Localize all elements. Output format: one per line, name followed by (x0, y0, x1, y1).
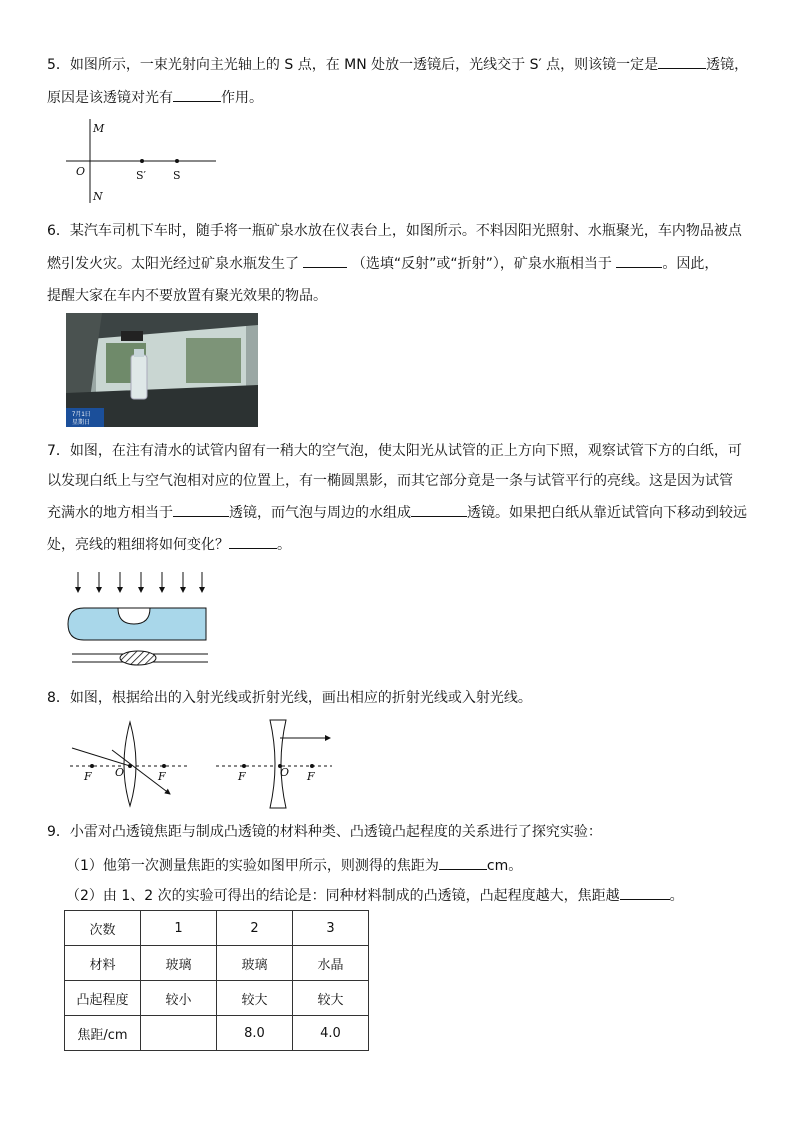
focus-left-point (242, 764, 246, 768)
q7-line4 (47, 534, 291, 555)
sunlight-arrows (78, 572, 202, 592)
q7-text-a: 充满水的地方相当于 (47, 505, 173, 521)
q9-sub1 (66, 855, 522, 876)
q7-line2: 以发现白纸上与空气泡相对应的位置上，有一椭圆黑影，而其它部分竟是一条与试管平行的亮线。这是因为试管 (47, 473, 733, 489)
photo-caption-date: 7月1日 (72, 412, 91, 418)
q5-blank-2[interactable] (173, 87, 221, 102)
table-cell: 焦距/cm (65, 1016, 141, 1051)
label-m: M (93, 122, 105, 135)
q8-line1: 8．如图，根据给出的入射光线或折射光线，画出相应的折射光线或入射光线。 (47, 690, 532, 706)
label-f-left: F (84, 770, 92, 783)
table-cell: 材料 (65, 946, 141, 981)
q6-text-b: （选填“反射”或“折射”），矿泉水瓶相当于 (351, 256, 612, 272)
table-cell: 凸起程度 (65, 981, 141, 1016)
q5-text-d: 作用。 (221, 90, 263, 106)
focus-right-point (162, 764, 166, 768)
q6-line2 (47, 253, 718, 274)
q9-blank-1[interactable] (439, 855, 487, 870)
q7-blank-1[interactable] (173, 502, 229, 517)
table-cell: 2 (217, 911, 293, 946)
q9-sub2 (66, 885, 684, 906)
q7-text-b: 透镜，而气泡与周边的水组成 (229, 505, 411, 521)
table-cell: 3 (293, 911, 369, 946)
q7-line1: 7．如图，在注有清水的试管内留有一稍大的空气泡，使太阳光从试管的正上方向下照，观察试管下方的白纸，可 (47, 443, 742, 459)
table-row (65, 981, 369, 1016)
table-cell-blank[interactable] (141, 1016, 217, 1051)
label-n: N (93, 190, 103, 203)
table-row (65, 911, 369, 946)
point-s-prime (140, 159, 144, 163)
q8-concave-figure (210, 718, 340, 810)
table-cell: 玻璃 (217, 946, 293, 981)
table-cell: 玻璃 (141, 946, 217, 981)
focus-left-point (90, 764, 94, 768)
q8-convex-figure (60, 718, 190, 810)
table-cell: 较大 (293, 981, 369, 1016)
label-o: O (76, 165, 86, 178)
q5-text-c: 原因是该透镜对光有 (47, 90, 173, 106)
q6-line1: 6．某汽车司机下车时，随手将一瓶矿泉水放在仪表台上，如图所示。不料因阳光照射、水瓶聚光，车内物品被点 (47, 223, 742, 239)
focus-right-point (310, 764, 314, 768)
q7-blank-3[interactable] (229, 534, 277, 549)
table-cell: 4.0 (293, 1016, 369, 1051)
label-f-left: F (238, 770, 246, 783)
q9-sub1-text: （1）他第一次测量焦距的实验如图甲所示，则测得的焦距为 (66, 858, 439, 874)
table-cell: 1 (141, 911, 217, 946)
results-table (64, 910, 369, 1051)
table-cell: 水晶 (293, 946, 369, 981)
q5-text-a: 5．如图所示，一束光射向主光轴上的 S 点，在 MN 处放一透镜后，光线交于 S′ 点，则该镜一定是 (47, 57, 659, 73)
q5-figure (60, 115, 230, 207)
label-f-right: F (307, 770, 315, 783)
table-row (65, 946, 369, 981)
center-point (128, 764, 132, 768)
q5-line2 (47, 87, 263, 108)
table-cell: 较小 (141, 981, 217, 1016)
label-o: O (280, 766, 290, 779)
q7-text-e: 。 (277, 537, 291, 553)
q9-sub1-unit: cm。 (486, 858, 523, 874)
q9-sub2-end: 。 (669, 888, 684, 904)
q5-text-b: 透镜， (706, 57, 749, 73)
q6-blank-2[interactable] (616, 253, 662, 268)
table-cell: 较大 (217, 981, 293, 1016)
q6-blank-1[interactable] (303, 253, 347, 268)
shadow-hatch (120, 651, 156, 665)
q6-line3: 提醒大家在车内不要放置有聚光效果的物品。 (47, 288, 327, 304)
label-f-right: F (158, 770, 166, 783)
concave-lens (270, 720, 286, 808)
car-dashboard-photo (66, 313, 258, 427)
photo-illustration (66, 313, 258, 427)
q6-text-a: 燃引发火灾。太阳光经过矿泉水瓶发生了 (47, 256, 299, 272)
table-row (65, 1016, 369, 1051)
q9-blank-2[interactable] (620, 885, 670, 900)
table-cell: 8.0 (217, 1016, 293, 1051)
q7-text-c: 透镜。如果把白纸从靠近试管向下移动到较远 (467, 505, 747, 521)
label-o: O (115, 766, 125, 779)
label-s-prime: S′ (136, 169, 147, 182)
q5-line1 (47, 54, 748, 75)
point-s (175, 159, 179, 163)
label-s: S (173, 169, 181, 182)
q7-blank-2[interactable] (411, 502, 467, 517)
q9-sub2-text: （2）由 1、2 次的实验可得出的结论是：同种材料制成的凸透镜，凸起程度越大，焦距越 (66, 888, 620, 904)
q7-line3 (47, 502, 747, 523)
q6-text-c: 。因此， (662, 256, 719, 272)
photo-caption-day: 星期日 (72, 420, 91, 426)
table-cell: 次数 (65, 911, 141, 946)
q9-line1: 9．小雷对凸透镜焦距与制成凸透镜的材料种类、凸透镜凸起程度的关系进行了探究实验： (47, 824, 602, 840)
q5-blank-1[interactable] (658, 54, 706, 69)
q7-figure (64, 568, 214, 670)
q7-text-d: 处，亮线的粗细将如何变化？ (47, 537, 229, 553)
